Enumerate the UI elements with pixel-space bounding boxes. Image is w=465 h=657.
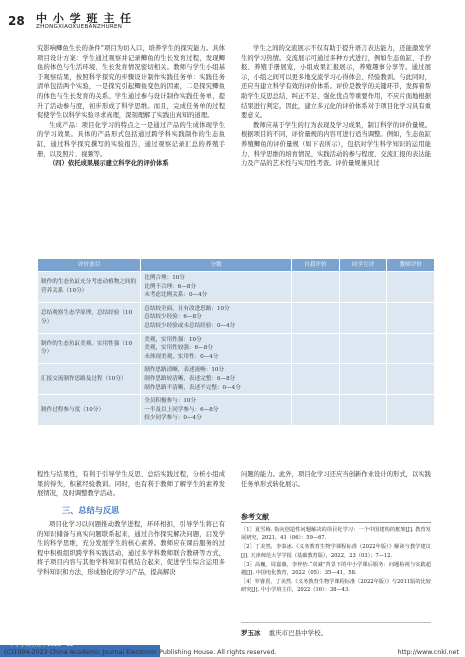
table-row: [38, 333, 435, 364]
column-header: 分数: [141, 259, 292, 272]
peer-evaluation-cell: [339, 333, 387, 364]
score-level: 总结较少经验或未总结经验：0—4分: [144, 322, 236, 329]
score-level: 较少同学参与：0—4分: [144, 415, 202, 422]
score-cell: [141, 272, 292, 303]
self-evaluation-cell: [292, 364, 340, 395]
teacher-evaluation-cell: [387, 302, 435, 333]
reference-item: ［1］夏雪梅. 指向创造性问题解决的项目化学习：一个中国建构的框架[J]. 教育发展研究，2021，41（06）：59—67.: [241, 527, 431, 542]
author-affiliation: 重庆市巴县中学校。: [268, 629, 328, 637]
criterion-cell: 制作过程参与度（10分）: [38, 395, 141, 426]
score-level: 一半及以上同学参与：6—8分: [144, 406, 219, 413]
column-header: 自我评价: [292, 259, 340, 272]
peer-evaluation-cell: [339, 364, 387, 395]
paragraph: 问题的能力。此外，项目化学习还应当创新作业设计的形式，以实践任务单形式转化展示。: [241, 471, 431, 488]
paragraph: 项目化学习以问题推动教学进程，环环相扣，引导学生将已有的知识储备与真实问题联系起来，通过合作探究解决问题，启发学生的科学思维，充分发展学生的核心素养。教师应在课后服务的过程中积极组织跨学科实践活动，通过多学科教师联合教研等方式，将子项目内容与其他学科知识有机结合起来，促进学生综合运用多学科知识和方法，形成独化的学习产品，提高解决: [37, 521, 225, 576]
criterion-cell: 制作的生态鱼缸充分考虑动植物之间的营养关系（10分）: [38, 272, 141, 303]
author-info: [241, 628, 327, 637]
paragraph: 教师应基于学生的行为表现及学习成果，制订科学的评价量规。根据项目的不同，评价量规的内容可进行适当调整。例如，生态鱼缸养殖鲫鱼的评价量规（如下表所示），包括对学生科学知识的运用能力、科学思维的培育情况、实践活动的参与程度、交流汇报的表达能力及产品的艺术性与实用性考查。评价量规兼具过: [241, 121, 431, 168]
journal-title: 中 小 学 班 主 任: [36, 12, 133, 25]
score-level: 未体现美观，实用性：0—4分: [144, 353, 219, 360]
table-row: [38, 364, 435, 395]
column-header: 同学互评: [339, 259, 387, 272]
criterion-cell: 制作的生态鱼缸美观、实用性强（10分）: [38, 333, 141, 364]
footer-issue: 中小学班主任 / 2022 · 22: [9, 642, 74, 648]
column-header: 评价条目: [38, 259, 141, 272]
score-level: 总结较少经验：6—8分: [144, 314, 202, 321]
author-name: 罗玉冰: [241, 629, 261, 637]
score-level: 制作思路不清晰，表述不完整：0—4分: [144, 384, 241, 391]
body-left-column-top: [37, 44, 225, 169]
paragraph: 程性与结果性，有利于引导学生反思、总结实践过程，分析小组成果的得失，积累经验教训。同时，也有利于教师了解学生的素养发展情况，及时调整教学活动。: [37, 471, 225, 498]
table-row: [38, 302, 435, 333]
score-cell: [141, 395, 292, 426]
score-level: 比例不合理：6—8分: [144, 283, 197, 290]
body-right-column-top: [241, 44, 431, 169]
reference-item: ［3］高巍，周嘉薇，李梓怡.“双减”背景下的中小学课后服务：问题检视与实践超越[J]. 中国电化教育，2022（05）：35—41，58.: [241, 561, 431, 577]
page-number: 28: [8, 14, 25, 28]
section-heading: 三、总结与反思: [62, 505, 120, 515]
criterion-cell: 总结观察生态学原理，总结经验（10分）: [38, 302, 141, 333]
references-end-divider: [241, 622, 431, 623]
table-row: [38, 395, 435, 426]
peer-evaluation-cell: [339, 272, 387, 303]
teacher-evaluation-cell: [387, 333, 435, 364]
score-level: 比例合理：10分: [144, 275, 185, 281]
column-header: 教师评价: [387, 259, 435, 272]
self-evaluation-cell: [292, 333, 340, 364]
self-evaluation-cell: [292, 272, 340, 303]
score-cell: [141, 302, 292, 333]
score-cell: [141, 364, 292, 395]
subheading: （四）依托成果展示建立科学化的评价体系: [49, 160, 169, 168]
teacher-evaluation-cell: [387, 272, 435, 303]
references-divider: [241, 522, 431, 523]
teacher-evaluation-cell: [387, 395, 435, 426]
references-list: [241, 526, 431, 596]
section-body: [37, 520, 225, 578]
body-left-column-bottom: [37, 470, 225, 499]
criterion-cell: 汇报交流制作思路及过程（10分）: [38, 364, 141, 395]
paragraph: 生成产品：项目化学习的特点之一是通过产品的生成体现学生的学习效果。具体的产品形式包括通过跨学科实践制作的生态鱼缸，通过科学探究撰写的实验报告，通过观察记录汇总的养殖手册，以及照片、视频等。: [37, 121, 225, 158]
body-right-column-bottom: [241, 470, 431, 489]
score-level: 美观，实用性强：10分: [144, 336, 202, 343]
score-level: 制作思路较清晰，表述完整：6—8分: [144, 375, 236, 382]
reference-item: ［4］罗睿熹，丁美然.《义务教育生物学课程标准（2022年版）》与2011版的比较研究[J]. 中小学班主任，2022（16）：38—43.: [241, 579, 431, 594]
self-evaluation-cell: [292, 302, 340, 333]
reference-item: ［2］丁美然，李秦冰.《义务教育生物学课程标准（2022年版）》解读与教学建议[J]. 天津师范大学学报（基础教育版），2022，23（03）：7—12.: [241, 544, 431, 559]
score-level: 全员积极参与：10分: [144, 398, 197, 405]
peer-evaluation-cell: [339, 395, 387, 426]
journal-subtitle: ZHONGXIAOXUEBANZHUREN: [36, 24, 123, 30]
paragraph: 究影响鲫鱼生长的条件”项目为切入口，培养学生的探究能力。具体项目设计方案：学生通过观察并记录鲫鱼的生长发育过程，发现鲫鱼的体色与生活环境、生长发育情况密切相关。教师与学生小组基于观察结果，按照科学探究的步骤设计制作实践任务单：实践任务清单包括两个实验，一是探究引起鲫鱼变色的因素，二是探究鲫鱼的体色与生长发育的关系。学生通过参与设计制作实践任务单，提升了活动参与度，初步形成了科学思维。而且，完成任务单的过程促使学生以科学实验寻求真理，深刻理解了实践出真知的道理。: [37, 45, 225, 120]
cnki-link[interactable]: http://www.cnki.net: [397, 649, 459, 656]
self-evaluation-cell: [292, 395, 340, 426]
score-level: 制作思路清晰，表述流畅：10分: [144, 367, 225, 374]
evaluation-rubric-table: [37, 258, 435, 426]
peer-evaluation-cell: [339, 302, 387, 333]
paragraph: 学生之间的交流展示不仅有助于提升语言表达能力，还能激发学生的学习热情。交流展示可通过多种方式进行，例如生态鱼缸、手抄报、养殖手册展览，小组成果汇报展示，养殖趣事分享等。通过展示，小组之间可以更多地交流学习心得体会、经验教训。与此同时，还应当建立科学有效的评价体系。评价是教学的关键环节，发挥着帮助学生反思总结、纠正不足、强化优点等重要作用，不应片面地根据结果进行判定。因此，建立多元化的评价体系对于项目化学习具有重要意义。: [241, 45, 431, 120]
table-row: [38, 272, 435, 303]
score-cell: [141, 333, 292, 364]
table-header-row: [38, 259, 435, 272]
copyright-text: (C)1994-2023 China Academic Journal Electronic Publishing House. All rights reserved.: [4, 649, 277, 656]
score-level: 总结较全面，且有改进思路：10分: [144, 305, 230, 312]
score-level: 未考虑比例关系：0—4分: [144, 292, 208, 299]
score-level: 美观，实用性较强：6—8分: [144, 345, 213, 352]
references-heading: 参考文献: [241, 513, 269, 521]
teacher-evaluation-cell: [387, 364, 435, 395]
